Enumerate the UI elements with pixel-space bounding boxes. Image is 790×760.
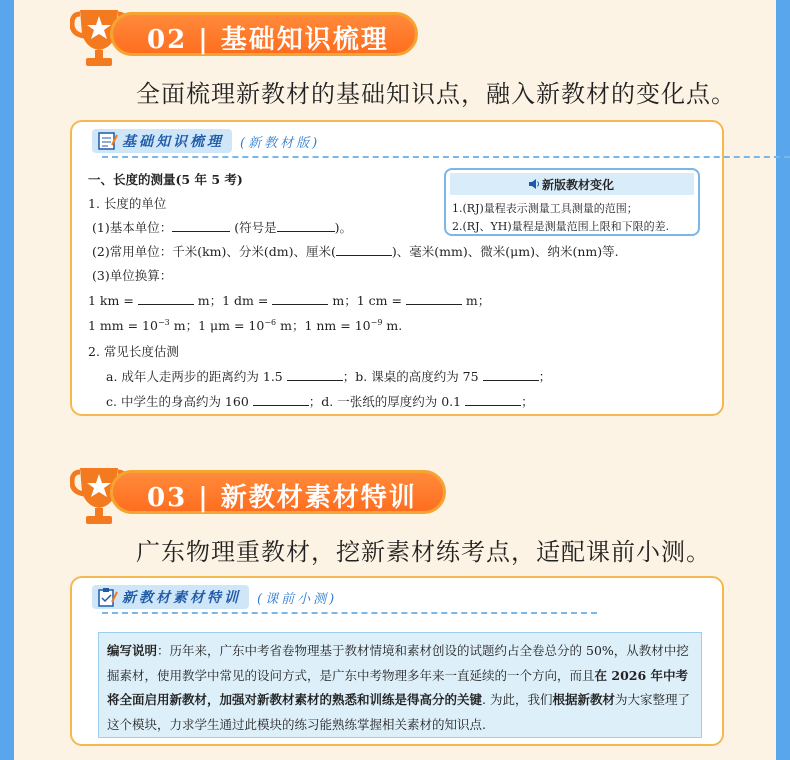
line-estimation: 2. 常见长度估测	[88, 344, 179, 359]
card-tag-label: 新教材素材特训	[122, 590, 241, 606]
blank	[138, 293, 194, 305]
section-title-pill: 02 | 基础知识梳理	[110, 12, 418, 56]
line-1: 1. 长度的单位	[88, 196, 167, 211]
note-label: 编写说明	[107, 643, 158, 658]
card-version: (新教材版)	[240, 135, 321, 151]
editor-note: 编写说明：历年来，广东中考省卷物理基于教材情境和素材创设的试题约占全卷总分的 50%，从教材中挖掘素材，使用教学中常见的设问方式，是广东中考物理多年来一直延续的一个方向，而且在 2026 年中考将全面启用新教材，加强对新教材素材的熟悉和训练是得高分的关键. 为此，我们根据新教材为大家整理了这个模块，力求学生通过此模块的练习能熟练掌握相关素材的知识点.	[98, 632, 702, 738]
section-subtitle: 广东物理重教材，挖新素材练考点，适配课前小测。	[136, 538, 711, 566]
blank	[336, 244, 392, 256]
card-title	[92, 128, 320, 154]
section-title: 新教材素材特训	[220, 483, 417, 513]
line-common-units: (2)常用单位：千米(km)、分米(dm)、厘米( )、毫米(mm)、微米(μm)、纳米(nm)等.	[92, 244, 619, 259]
change-item-2: 2.(RJ、YH)量程是测量范围上限和下限的差.	[452, 220, 670, 233]
changes-title: 新版教材变化	[542, 178, 615, 192]
section-number: 02	[147, 25, 188, 55]
new-edition-changes-box	[444, 168, 700, 236]
blank	[272, 293, 328, 305]
section-subtitle: 全面梳理新教材的基础知识点，融入新教材的变化点。	[136, 80, 736, 108]
section-title: 基础知识梳理	[220, 25, 389, 55]
blank	[277, 220, 335, 232]
blank	[483, 369, 539, 381]
section-title-pill: 03 | 新教材素材特训	[110, 470, 446, 514]
blank	[406, 293, 462, 305]
page-panel	[14, 0, 776, 760]
line-conversion-2: 1 mm = $10^{-3}$ m；1 $\mu m = 10^{-6}$ m；1 nm = $10^{-9}$ m.	[88, 318, 403, 333]
line-estimation-cd: c. 中学生的身高约为 160 ；d. 一张纸的厚度约为 0.1 ；	[106, 394, 534, 409]
knowledge-card	[70, 120, 724, 416]
notebook-icon	[96, 131, 118, 151]
blank	[253, 394, 309, 406]
speaker-icon	[528, 178, 540, 190]
blank	[287, 369, 343, 381]
clipboard-icon	[96, 587, 118, 607]
card-tag-label: 基础知识梳理	[122, 134, 224, 150]
line-estimation-ab: a. 成年人走两步的距离约为 1.5 ；b. 课桌的高度约为 75 ；	[106, 369, 552, 384]
change-item-1: 1.(RJ)量程表示测量工具测量的范围；	[452, 202, 638, 215]
blank	[172, 220, 230, 232]
line-conversion: (3)单位换算：	[92, 268, 173, 283]
title-divider	[102, 156, 790, 158]
title-divider	[102, 612, 597, 614]
line-base-unit: (1)基本单位： (符号是 )。	[92, 220, 352, 235]
section-number: 03	[147, 483, 188, 513]
card-version: (课前小测)	[257, 591, 338, 607]
card-title	[92, 584, 337, 610]
line-conversion-1: 1 km = m；1 dm = m；1 cm = m；	[88, 293, 491, 308]
blank	[465, 394, 521, 406]
heading-length: 一、长度的测量(5 年 5 考)	[88, 172, 243, 187]
material-training-card	[70, 576, 724, 746]
